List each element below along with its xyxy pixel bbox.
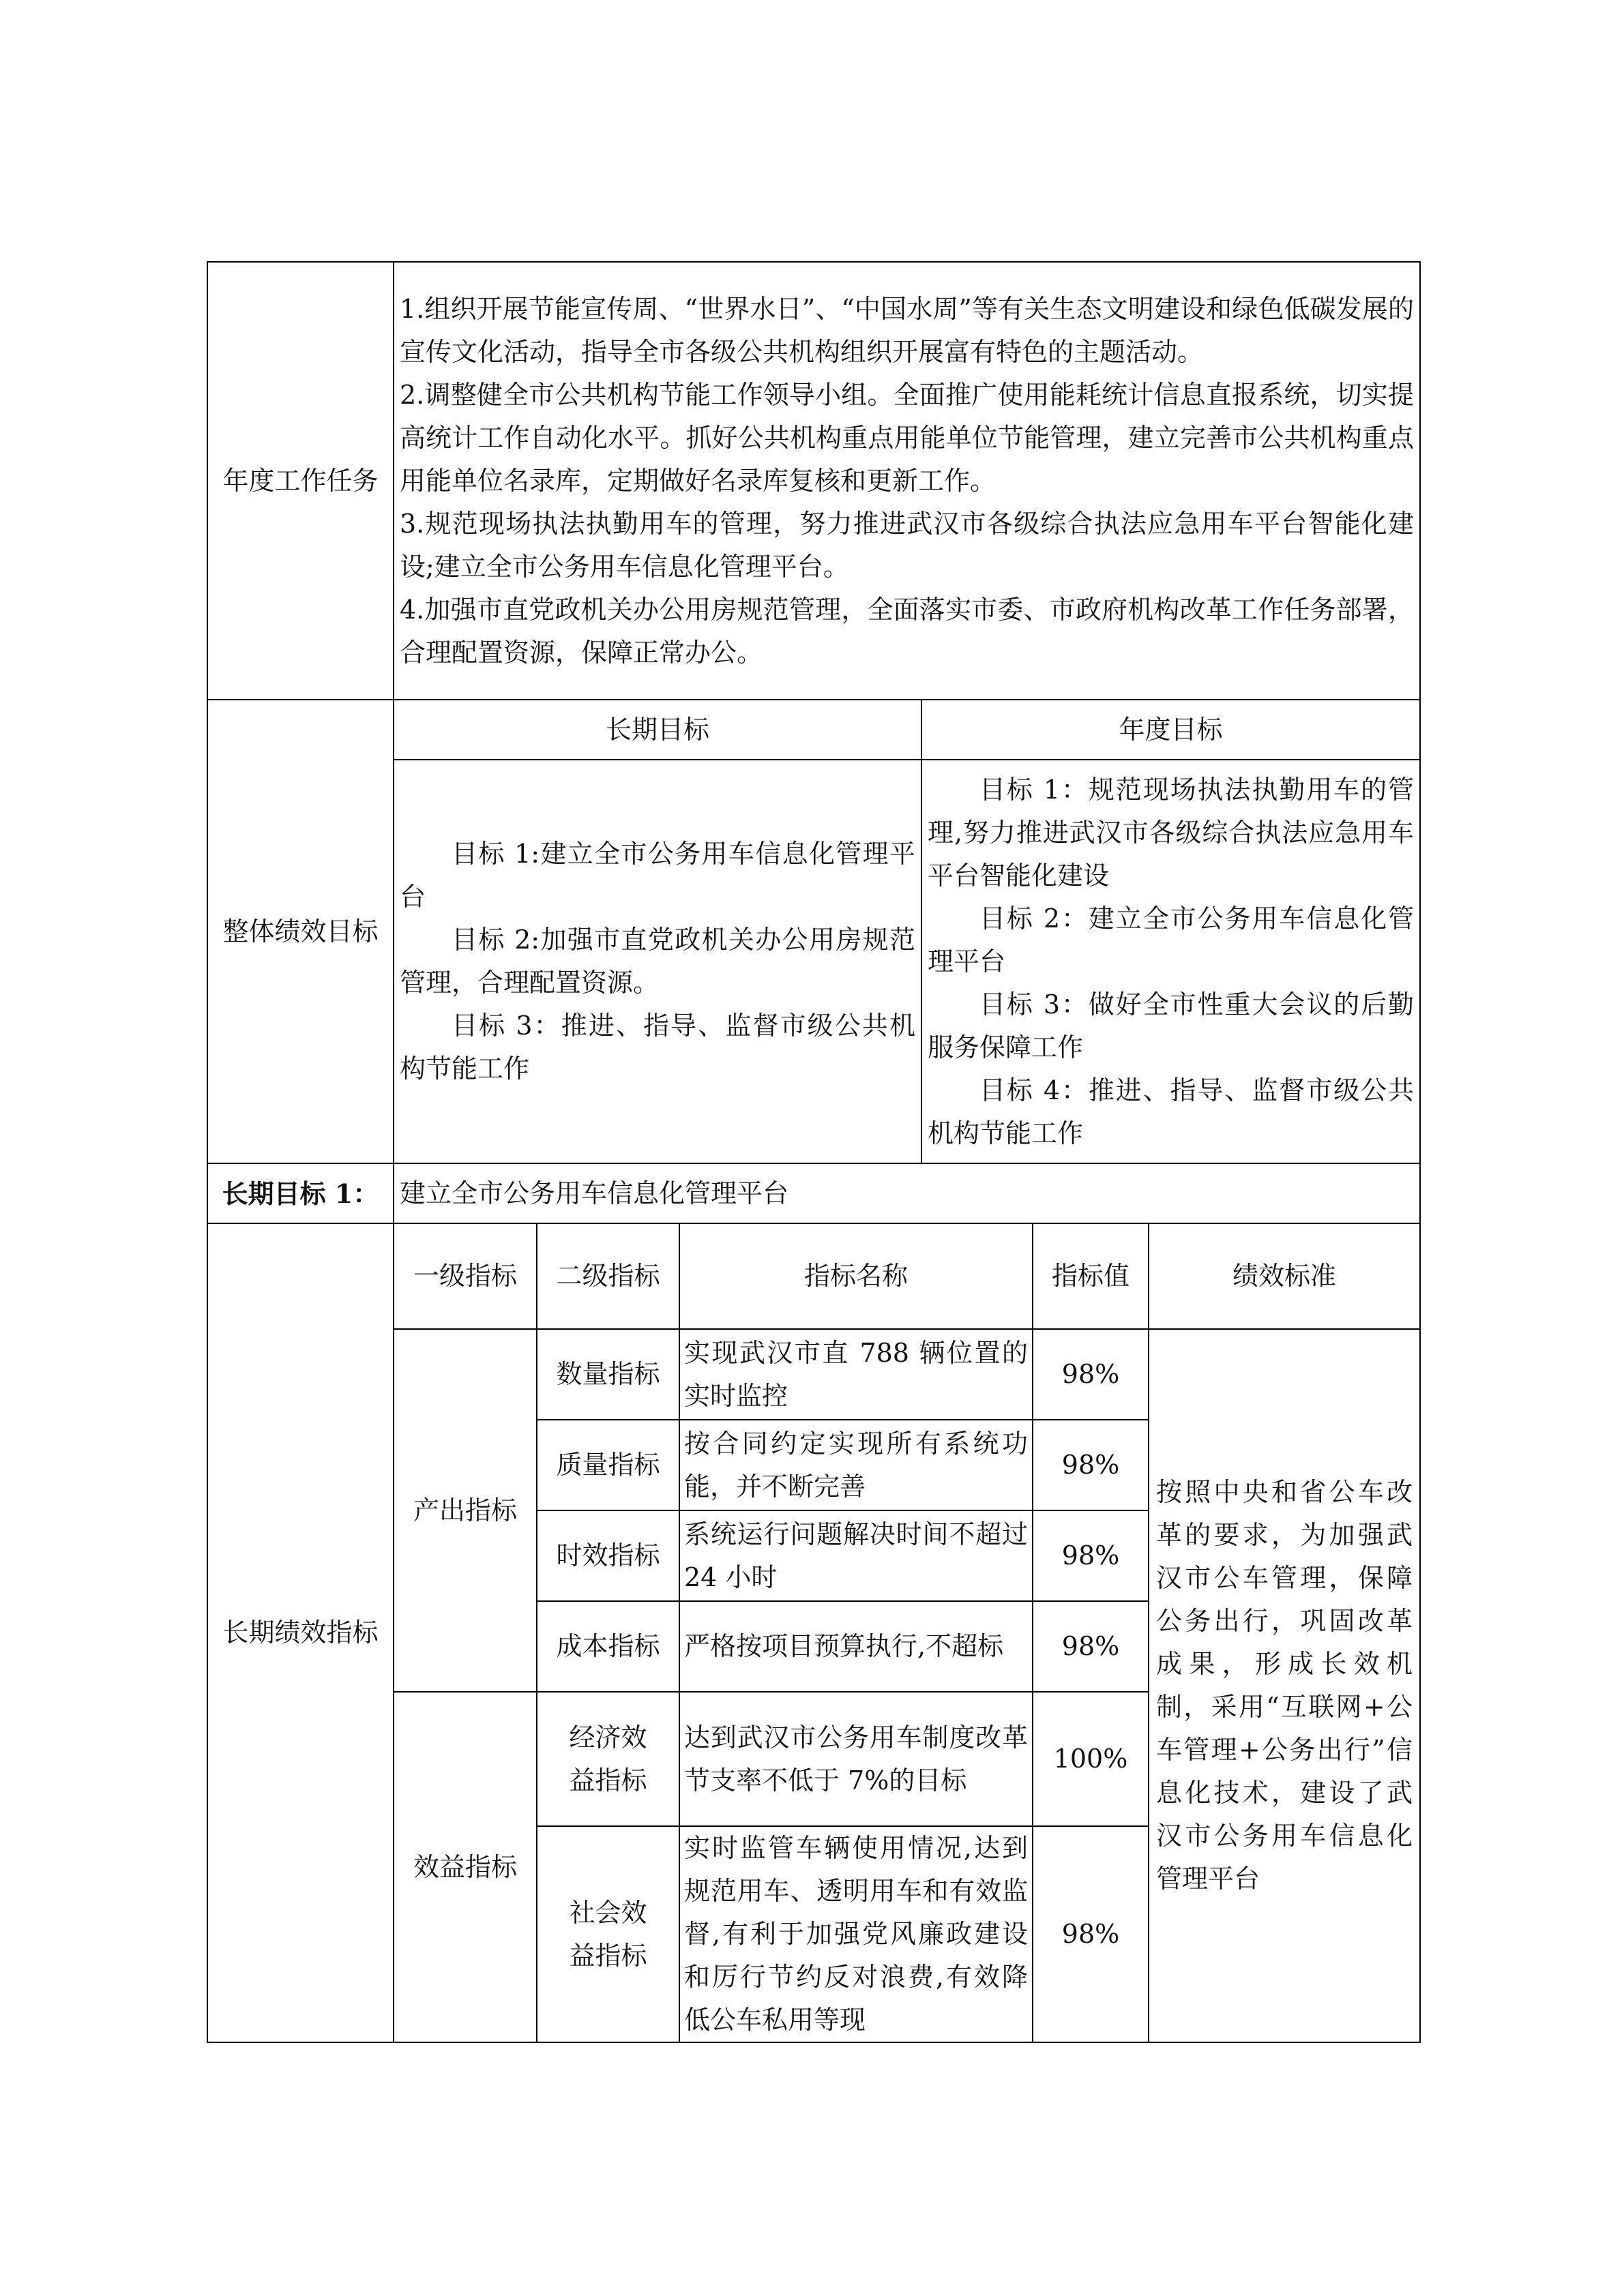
level2-cell: 时效指标 xyxy=(537,1510,679,1601)
long-term-goal-item: 目标 3：推进、指导、监督市级公共机构节能工作 xyxy=(400,1011,915,1084)
level2-cell: 社会效益指标 xyxy=(537,1826,679,2042)
output-indicator-label: 产出指标 xyxy=(394,1329,537,1692)
indicator-name-cell: 实现武汉市直 788 辆位置的实时监控 xyxy=(679,1329,1033,1420)
indicators-table xyxy=(207,1223,1421,2043)
document-page xyxy=(207,261,1419,2043)
indicator-name-cell: 系统运行问题解决时间不超过 24 小时 xyxy=(679,1510,1033,1601)
indicator-value-cell: 98% xyxy=(1033,1826,1149,2042)
performance-standard-cell: 按照中央和省公车改革的要求，为加强武汉市公车管理，保障公务出行，巩固改革成果，形成长效机制，采用“互联网+公车管理+公务出行”信息化技术，建设了武汉市公务用车信息化管理平台 xyxy=(1149,1329,1420,2042)
annual-task-item: 3.规范现场执法执勤用车的管理，努力推进武汉市各级综合执法应急用车平台智能化建设;建立全市公务用车信息化管理平台。 xyxy=(400,508,1414,582)
header-level1: 一级指标 xyxy=(394,1223,537,1329)
indicator-value-cell: 100% xyxy=(1033,1692,1149,1826)
indicator-name-cell: 按合同约定实现所有系统功能，并不断完善 xyxy=(679,1420,1033,1510)
indicator-value-cell: 98% xyxy=(1033,1329,1149,1420)
annual-tasks-label: 年度工作任务 xyxy=(207,262,394,700)
annual-task-item: 4.加强市直党政机关办公用房规范管理，全面落实市委、市政府机构改革工作任务部署，合理配置资源，保障正常办公。 xyxy=(400,594,1414,668)
annual-task-item: 2.调整健全市公共机构节能工作领导小组。全面推广使用能耗统计信息直报系统，切实提高统计工作自动化水平。抓好公共机构重点用能单位节能管理，建立完善市公共机构重点用能单位名录库，定期做好名录库复核和更新工作。 xyxy=(400,379,1414,496)
indicator-name-cell: 达到武汉市公务用车制度改革节支率不低于 7%的目标 xyxy=(679,1692,1033,1826)
long-term-goal-1-text: 建立全市公务用车信息化管理平台 xyxy=(394,1163,1420,1223)
annual-goal-item: 目标 2：建立全市公务用车信息化管理平台 xyxy=(928,903,1414,976)
overall-goals-header-row xyxy=(207,700,1420,760)
annual-goal-item: 目标 1：规范现场执法执勤用车的管理,努力推进武汉市各级综合执法应急用车平台智能化建设 xyxy=(928,774,1414,891)
indicator-name-cell: 实时监管车辆使用情况,达到规范用车、透明用车和有效监督,有利于加强党风廉政建设和厉行节约反对浪费,有效降低公车私用等现 xyxy=(679,1826,1033,2042)
level2-cell: 质量指标 xyxy=(537,1420,679,1510)
long-term-goal-1-label: 长期目标 1： xyxy=(207,1163,394,1223)
annual-goals-header: 年度目标 xyxy=(921,700,1420,760)
indicators-label: 长期绩效指标 xyxy=(207,1223,394,2042)
indicator-value-cell: 98% xyxy=(1033,1510,1149,1601)
level2-cell: 经济效益指标 xyxy=(537,1692,679,1826)
annual-tasks-row xyxy=(207,262,1420,700)
level2-cell: 成本指标 xyxy=(537,1601,679,1692)
tasks-goals-table xyxy=(207,261,1421,1224)
indicator-value-cell: 98% xyxy=(1033,1420,1149,1510)
header-name: 指标名称 xyxy=(679,1223,1033,1329)
long-term-goal-item: 目标 1:建立全市公务用车信息化管理平台 xyxy=(400,839,915,912)
indicators-header-row xyxy=(207,1223,1420,1329)
level2-cell: 数量指标 xyxy=(537,1329,679,1420)
header-standard: 绩效标准 xyxy=(1149,1223,1420,1329)
annual-task-item: 1.组织开展节能宣传周、“世界水日”、“中国水周”等有关生态文明建设和绿色低碳发展的宣传文化活动，指导全市各级公共机构组织开展富有特色的主题活动。 xyxy=(400,293,1414,367)
annual-goal-item: 目标 4：推进、指导、监督市级公共机构节能工作 xyxy=(928,1075,1414,1148)
annual-goal-item: 目标 3：做好全市性重大会议的后勤服务保障工作 xyxy=(928,989,1414,1062)
benefit-indicator-label: 效益指标 xyxy=(394,1692,537,2042)
long-term-goals-header: 长期目标 xyxy=(394,700,921,760)
header-value: 指标值 xyxy=(1033,1223,1149,1329)
overall-goals-label: 整体绩效目标 xyxy=(207,700,394,1163)
annual-tasks-content xyxy=(394,262,1420,700)
long-term-goals-list xyxy=(394,760,921,1163)
indicator-name-cell: 严格按项目预算执行,不超标 xyxy=(679,1601,1033,1692)
long-term-goal-item: 目标 2:加强市直党政机关办公用房规范管理，合理配置资源。 xyxy=(400,925,915,998)
header-level2: 二级指标 xyxy=(537,1223,679,1329)
indicator-value-cell: 98% xyxy=(1033,1601,1149,1692)
long-term-goal-1-row xyxy=(207,1163,1420,1223)
annual-goals-list xyxy=(921,760,1420,1163)
